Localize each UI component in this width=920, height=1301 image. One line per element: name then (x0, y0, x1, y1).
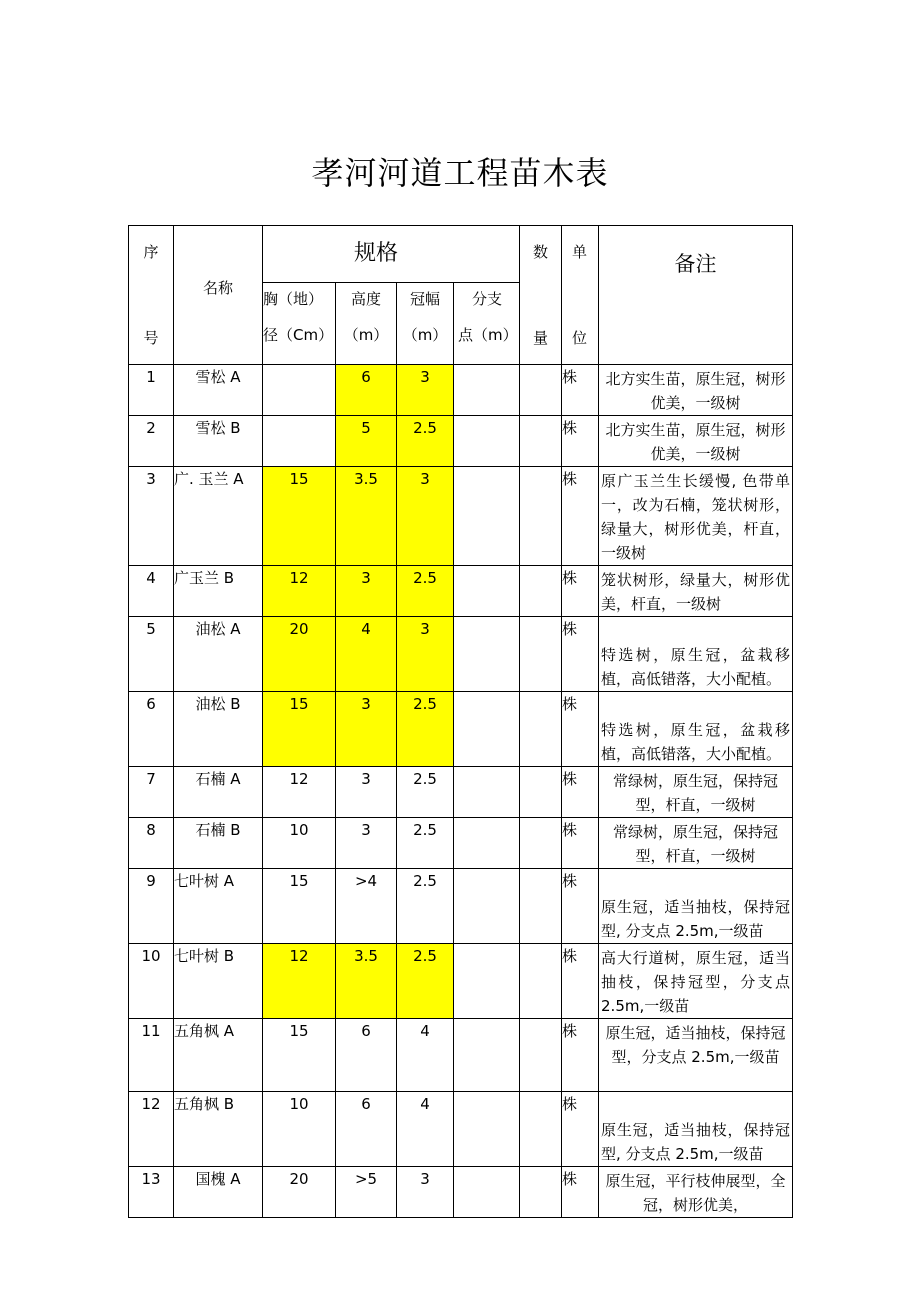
cell-unit: 株 (562, 944, 599, 1019)
table-row (129, 1092, 793, 1167)
page-title: 孝河河道工程苗木表 (311, 154, 609, 192)
cell-unit: 株 (562, 365, 599, 416)
cell-chest: 12 (263, 944, 336, 1019)
cell-branch (454, 365, 520, 416)
cell-seq: 8 (129, 818, 174, 869)
cell-height: 5 (336, 416, 397, 467)
header-branch-top: 分支 (472, 289, 503, 308)
cell-chest: 12 (263, 767, 336, 818)
header-chest (263, 282, 336, 364)
cell-crown: 3 (397, 467, 454, 566)
cell-unit: 株 (562, 1019, 599, 1092)
cell-height: 3.5 (336, 467, 397, 566)
cell-crown: 2.5 (397, 692, 454, 767)
cell-chest (263, 365, 336, 416)
cell-unit: 株 (562, 767, 599, 818)
cell-branch (454, 566, 520, 617)
cell-qty (520, 1019, 562, 1092)
table-row (129, 767, 793, 818)
cell-unit: 株 (562, 566, 599, 617)
cell-name: 雪松 B (174, 416, 263, 467)
header-name-label: 名称 (202, 279, 233, 297)
header-height-bottom: （m） (343, 325, 389, 344)
cell-crown: 2.5 (397, 767, 454, 818)
header-branch-bottom: 点（m） (458, 325, 518, 344)
table-row (129, 566, 793, 617)
cell-crown: 2.5 (397, 566, 454, 617)
seedling-table (128, 225, 793, 1218)
table-row (129, 692, 793, 767)
header-qty (520, 226, 562, 365)
cell-qty (520, 944, 562, 1019)
cell-chest: 15 (263, 692, 336, 767)
cell-height: 3 (336, 566, 397, 617)
cell-chest: 20 (263, 617, 336, 692)
cell-remark: 特选树，原生冠，盆栽移植，高低错落，大小配植。 (599, 617, 793, 692)
cell-seq: 11 (129, 1019, 174, 1092)
cell-unit: 株 (562, 617, 599, 692)
header-unit (562, 226, 599, 365)
header-unit-top: 单 (572, 243, 588, 261)
cell-seq: 1 (129, 365, 174, 416)
cell-seq: 2 (129, 416, 174, 467)
cell-qty (520, 692, 562, 767)
header-spec-label: 规格 (354, 240, 399, 266)
cell-height: >4 (336, 869, 397, 944)
cell-seq: 10 (129, 944, 174, 1019)
cell-remark: 原生冠，适当抽枝，保持冠型, 分支点 2.5m,一级苗 (599, 1092, 793, 1167)
cell-name: 油松 B (174, 692, 263, 767)
cell-crown: 2.5 (397, 416, 454, 467)
cell-branch (454, 416, 520, 467)
cell-chest: 12 (263, 566, 336, 617)
table-row (129, 416, 793, 467)
cell-chest: 15 (263, 869, 336, 944)
header-spec (263, 226, 520, 283)
cell-height: 3 (336, 767, 397, 818)
cell-name: 五角枫 B (174, 1092, 263, 1167)
table-row (129, 944, 793, 1019)
cell-branch (454, 467, 520, 566)
header-qty-bottom: 量 (533, 329, 549, 347)
cell-qty (520, 566, 562, 617)
cell-chest: 15 (263, 1019, 336, 1092)
cell-qty (520, 416, 562, 467)
cell-seq: 4 (129, 566, 174, 617)
cell-qty (520, 869, 562, 944)
header-crown-top: 冠幅 (409, 289, 440, 308)
header-name (174, 226, 263, 365)
cell-remark: 笼状树形，绿量大，树形优美，杆直，一级树 (599, 566, 793, 617)
cell-branch (454, 944, 520, 1019)
cell-remark: 北方实生苗，原生冠，树形优美，一级树 (599, 365, 793, 416)
cell-unit: 株 (562, 1092, 599, 1167)
cell-height: 4 (336, 617, 397, 692)
cell-qty (520, 467, 562, 566)
cell-height: 3.5 (336, 944, 397, 1019)
cell-seq: 7 (129, 767, 174, 818)
cell-crown: 2.5 (397, 944, 454, 1019)
table-row (129, 617, 793, 692)
header-crown (397, 282, 454, 364)
header-seq-top: 序 (143, 243, 159, 261)
cell-seq: 6 (129, 692, 174, 767)
header-remark-label: 备注 (674, 252, 717, 276)
cell-seq: 9 (129, 869, 174, 944)
cell-branch (454, 617, 520, 692)
table-row (129, 1167, 793, 1218)
cell-seq: 5 (129, 617, 174, 692)
cell-branch (454, 1019, 520, 1092)
cell-remark: 常绿树，原生冠，保持冠型，杆直，一级树 (599, 767, 793, 818)
cell-name: 国槐 A (174, 1167, 263, 1218)
cell-chest: 10 (263, 818, 336, 869)
header-height-top: 高度 (350, 289, 381, 308)
cell-remark: 原生冠，适当抽枝，保持冠型, 分支点 2.5m,一级苗 (599, 869, 793, 944)
cell-height: 6 (336, 1019, 397, 1092)
cell-height: 6 (336, 1092, 397, 1167)
table-row (129, 869, 793, 944)
cell-height: 3 (336, 692, 397, 767)
table-row (129, 818, 793, 869)
cell-remark: 北方实生苗，原生冠，树形优美，一级树 (599, 416, 793, 467)
cell-unit: 株 (562, 692, 599, 767)
cell-seq: 12 (129, 1092, 174, 1167)
cell-remark: 原生冠，适当抽枝，保持冠型，分支点 2.5m,一级苗 (599, 1019, 793, 1092)
cell-branch (454, 692, 520, 767)
cell-name: 雪松 A (174, 365, 263, 416)
cell-name: 石楠 B (174, 818, 263, 869)
cell-name: 石楠 A (174, 767, 263, 818)
cell-unit: 株 (562, 416, 599, 467)
cell-chest: 10 (263, 1092, 336, 1167)
cell-chest: 15 (263, 467, 336, 566)
cell-remark: 高大行道树，原生冠，适当抽枝，保持冠型，分支点 2.5m,一级苗 (599, 944, 793, 1019)
header-seq (129, 226, 174, 365)
table-row (129, 467, 793, 566)
cell-qty (520, 818, 562, 869)
cell-crown: 3 (397, 617, 454, 692)
table-row (129, 1019, 793, 1092)
cell-crown: 2.5 (397, 818, 454, 869)
cell-qty (520, 365, 562, 416)
cell-qty (520, 767, 562, 818)
cell-remark: 原生冠，平行枝伸展型，全冠，树形优美， (599, 1167, 793, 1218)
header-chest-bottom: 径（Cm） (263, 325, 334, 344)
header-height (336, 282, 397, 364)
cell-branch (454, 767, 520, 818)
cell-crown: 4 (397, 1092, 454, 1167)
cell-unit: 株 (562, 467, 599, 566)
cell-height: 3 (336, 818, 397, 869)
cell-remark: 原广玉兰生长缓慢, 色带单一，改为石楠，笼状树形，绿量大，树形优美，杆直，一级树 (599, 467, 793, 566)
cell-seq: 3 (129, 467, 174, 566)
cell-seq: 13 (129, 1167, 174, 1218)
cell-branch (454, 1167, 520, 1218)
header-seq-bottom: 号 (143, 329, 159, 347)
cell-crown: 4 (397, 1019, 454, 1092)
table-row (129, 365, 793, 416)
cell-crown: 2.5 (397, 869, 454, 944)
cell-qty (520, 1167, 562, 1218)
header-qty-top: 数 (533, 243, 549, 261)
cell-remark: 常绿树，原生冠，保持冠型，杆直，一级树 (599, 818, 793, 869)
header-unit-bottom: 位 (572, 329, 588, 347)
cell-name: 油松 A (174, 617, 263, 692)
cell-height: 6 (336, 365, 397, 416)
header-remark (599, 226, 793, 365)
cell-unit: 株 (562, 869, 599, 944)
cell-branch (454, 869, 520, 944)
header-branch (454, 282, 520, 364)
cell-crown: 3 (397, 365, 454, 416)
cell-chest (263, 416, 336, 467)
cell-qty (520, 617, 562, 692)
cell-height: >5 (336, 1167, 397, 1218)
cell-name: 广. 玉兰 A (174, 467, 263, 566)
cell-crown: 3 (397, 1167, 454, 1218)
header-chest-top: 胸（地） (263, 289, 324, 308)
cell-name: 七叶树 A (174, 869, 263, 944)
cell-chest: 20 (263, 1167, 336, 1218)
cell-qty (520, 1092, 562, 1167)
header-crown-bottom: （m） (402, 325, 448, 344)
cell-name: 七叶树 B (174, 944, 263, 1019)
cell-unit: 株 (562, 1167, 599, 1218)
cell-branch (454, 818, 520, 869)
cell-name: 广玉兰 B (174, 566, 263, 617)
cell-name: 五角枫 A (174, 1019, 263, 1092)
cell-unit: 株 (562, 818, 599, 869)
cell-remark: 特选树，原生冠，盆栽移植，高低错落，大小配植。 (599, 692, 793, 767)
cell-branch (454, 1092, 520, 1167)
